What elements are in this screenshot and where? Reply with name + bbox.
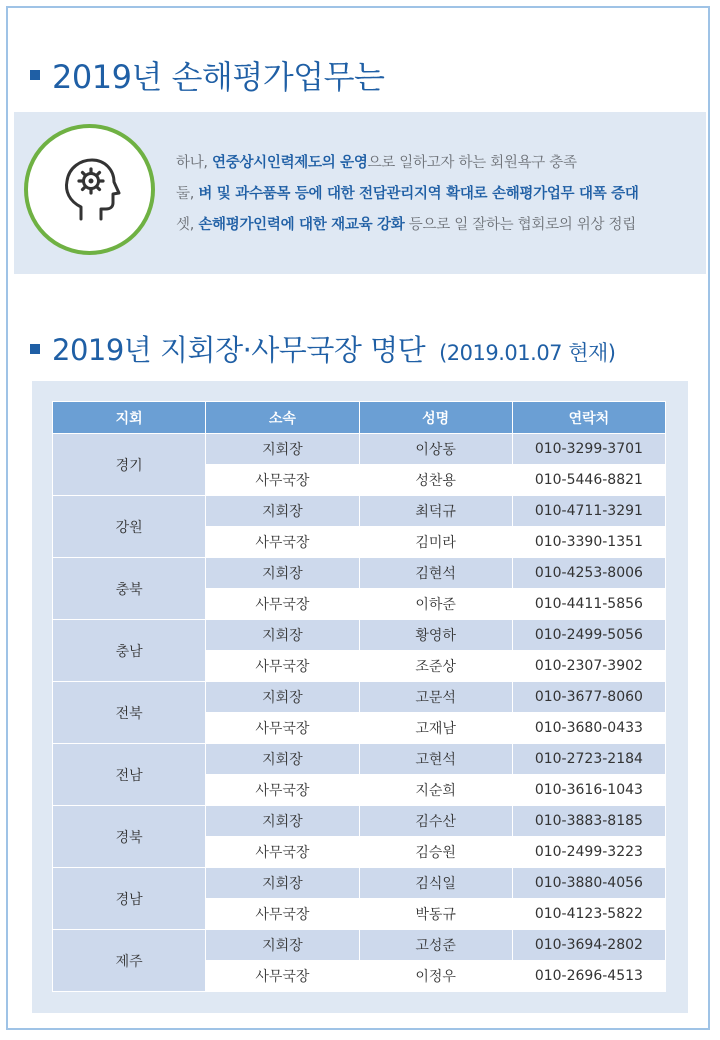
roster-table-container	[32, 381, 688, 1013]
phone-cell: 010-3677-8060	[512, 682, 665, 713]
table-header-row	[53, 402, 666, 434]
branch-cell: 충북	[53, 558, 206, 620]
name-cell: 이정우	[359, 961, 512, 992]
role-cell: 사무국장	[206, 775, 359, 806]
role-cell: 지회장	[206, 868, 359, 899]
section-title-business	[30, 52, 384, 98]
role-cell: 사무국장	[206, 589, 359, 620]
phone-cell: 010-3616-1043	[512, 775, 665, 806]
table-row	[53, 868, 666, 899]
branch-cell: 제주	[53, 930, 206, 992]
phone-cell: 010-4411-5856	[512, 589, 665, 620]
role-cell: 사무국장	[206, 961, 359, 992]
name-cell: 이하준	[359, 589, 512, 620]
table-row	[53, 744, 666, 775]
intro-line-3	[176, 210, 639, 241]
bullet-icon	[30, 70, 40, 80]
branch-cell: 경남	[53, 868, 206, 930]
name-cell: 지순희	[359, 775, 512, 806]
table-row	[53, 496, 666, 527]
intro-highlight: 연중상시인력제도의 운영	[212, 155, 368, 171]
table-row	[53, 806, 666, 837]
intro-line-2	[176, 179, 639, 210]
role-cell: 지회장	[206, 558, 359, 589]
intro-suffix: 등으로 일 잘하는 협회로의 위상 정립	[404, 217, 636, 233]
name-cell: 김미라	[359, 527, 512, 558]
table-row	[53, 558, 666, 589]
intro-line-1	[176, 148, 639, 179]
name-cell: 김승원	[359, 837, 512, 868]
roster-body	[53, 434, 666, 992]
branch-cell: 강원	[53, 496, 206, 558]
table-row	[53, 930, 666, 961]
phone-cell: 010-3880-4056	[512, 868, 665, 899]
phone-cell: 010-4253-8006	[512, 558, 665, 589]
intro-highlight: 벼 및 과수품목 등에 대한 전담관리지역 확대로 손해평가업무 대폭 증대	[198, 186, 639, 202]
name-cell: 고재남	[359, 713, 512, 744]
branch-cell: 전남	[53, 744, 206, 806]
phone-cell: 010-3694-2802	[512, 930, 665, 961]
phone-cell: 010-2307-3902	[512, 651, 665, 682]
role-cell: 지회장	[206, 434, 359, 465]
role-cell: 지회장	[206, 744, 359, 775]
intro-highlight: 손해평가인력에 대한 재교육 강화	[198, 217, 405, 233]
name-cell: 성찬용	[359, 465, 512, 496]
branch-cell: 전북	[53, 682, 206, 744]
phone-cell: 010-3390-1351	[512, 527, 665, 558]
header-contact: 연락처	[512, 402, 665, 434]
phone-cell: 010-5446-8821	[512, 465, 665, 496]
header-affiliation: 소속	[206, 402, 359, 434]
branch-cell: 경기	[53, 434, 206, 496]
intro-suffix: 으로 일하고자 하는 회원욕구 충족	[367, 155, 577, 171]
phone-cell: 010-3680-0433	[512, 713, 665, 744]
branch-cell: 경북	[53, 806, 206, 868]
name-cell: 고현석	[359, 744, 512, 775]
intro-list	[176, 148, 639, 241]
role-cell: 사무국장	[206, 713, 359, 744]
name-cell: 조준상	[359, 651, 512, 682]
phone-cell: 010-3883-8185	[512, 806, 665, 837]
name-cell: 김현석	[359, 558, 512, 589]
table-row	[53, 682, 666, 713]
bullet-icon	[30, 344, 40, 354]
name-cell: 박동규	[359, 899, 512, 930]
role-cell: 사무국장	[206, 899, 359, 930]
role-cell: 지회장	[206, 496, 359, 527]
intro-prefix: 하나,	[176, 155, 213, 171]
name-cell: 황영하	[359, 620, 512, 651]
role-cell: 사무국장	[206, 527, 359, 558]
name-cell: 김수산	[359, 806, 512, 837]
section-title-text: 2019년 손해평가업무는	[52, 58, 385, 96]
phone-cell: 010-4123-5822	[512, 899, 665, 930]
phone-cell: 010-3299-3701	[512, 434, 665, 465]
role-cell: 지회장	[206, 930, 359, 961]
role-cell: 사무국장	[206, 465, 359, 496]
table-row	[53, 620, 666, 651]
role-cell: 사무국장	[206, 651, 359, 682]
name-cell: 김식일	[359, 868, 512, 899]
branch-cell: 충남	[53, 620, 206, 682]
roster-date: (2019.01.07 현재)	[439, 340, 616, 365]
phone-cell: 010-4711-3291	[512, 496, 665, 527]
role-cell: 사무국장	[206, 837, 359, 868]
role-cell: 지회장	[206, 682, 359, 713]
phone-cell: 010-2696-4513	[512, 961, 665, 992]
name-cell: 최덕규	[359, 496, 512, 527]
table-row	[53, 434, 666, 465]
phone-cell: 010-2499-5056	[512, 620, 665, 651]
intro-prefix: 셋,	[176, 217, 199, 233]
name-cell: 고성준	[359, 930, 512, 961]
role-cell: 지회장	[206, 806, 359, 837]
head-gear-icon	[24, 124, 155, 255]
header-branch: 지회	[53, 402, 206, 434]
phone-cell: 010-2723-2184	[512, 744, 665, 775]
role-cell: 지회장	[206, 620, 359, 651]
roster-table	[52, 401, 666, 992]
name-cell: 이상동	[359, 434, 512, 465]
section-title-roster	[30, 328, 615, 369]
roster-title-text: 2019년 지회장·사무국장 명단	[52, 333, 426, 367]
phone-cell: 010-2499-3223	[512, 837, 665, 868]
name-cell: 고문석	[359, 682, 512, 713]
intro-prefix: 둘,	[176, 186, 199, 202]
header-name: 성명	[359, 402, 512, 434]
